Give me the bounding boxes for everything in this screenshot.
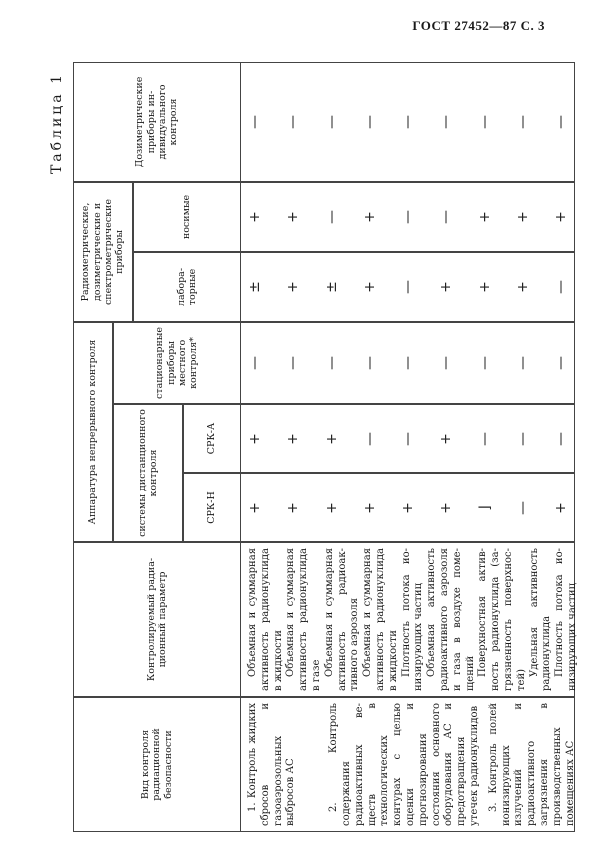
mark-row2-col4: + [285, 281, 302, 293]
mark-row3-col2: + [323, 433, 340, 445]
mark-row6-col6: — [438, 115, 455, 129]
mark-row8-col4: + [514, 281, 531, 293]
marks-layer [73, 62, 575, 832]
mark-row7-col4: + [476, 281, 493, 293]
header-srk-a: СРК-А [183, 404, 241, 473]
param-4: Объемная и суммарная активность радионуклида в жидкости [362, 548, 399, 691]
mark-row6-col4: + [438, 281, 455, 293]
mark-row8-col6: — [514, 115, 531, 129]
mark-row9-col6: — [553, 115, 569, 129]
mark-row2-col2: + [285, 433, 302, 445]
mark-row1-col1: + [247, 502, 263, 514]
mark-row8-col3: — [514, 356, 531, 370]
mark-row6-col5: — [438, 210, 455, 224]
mark-row9-col2: — [553, 432, 569, 446]
param-2: Объемная и суммарная активность радионуклида в газе [285, 548, 322, 691]
mark-row1-col4: ± [247, 281, 263, 293]
header-individual: Дозиметрические приборы индивидуального контроля [73, 62, 241, 182]
mark-row8-col2: — [514, 432, 531, 446]
kind-1: 1. Контроль жидких сбросов и газоаэрозольных выбросов АС [247, 703, 297, 826]
mark-row5-col4: — [400, 280, 416, 294]
header-portable: носимые [133, 182, 241, 252]
mark-row9-col4: — [553, 280, 569, 294]
header-radiometric: Радиометрические, дозиметрические и спектрометрические приборы [73, 182, 133, 322]
param-7: Поверхностная активность радионуклида (загрязненность поверхностей) [477, 548, 527, 691]
mark-row4-col5: + [361, 211, 378, 223]
mark-row5-col1: + [400, 502, 416, 514]
mark-row3-col3: — [323, 356, 340, 370]
rotated-table-area [45, 62, 578, 832]
param-5: Плотность потока ионизирующих частиц [400, 548, 425, 691]
mark-row7-col3: — [476, 356, 493, 370]
page-header: ГОСТ 27452—87 С. 3 [412, 18, 545, 33]
param-9: Плотность потока ионизирующих частиц [554, 548, 578, 691]
header-remote: системы дистанционного контроля [113, 404, 183, 542]
mark-row3-col1: + [323, 502, 340, 514]
mark-row5-col2: — [400, 432, 416, 446]
mark-row3-col4: ± [323, 281, 340, 293]
mark-row1-col2: + [247, 433, 263, 445]
param-8: Удельная активность радионуклида [528, 548, 553, 691]
header-stationary: стационарные приборы местного контроля* [113, 322, 241, 404]
mark-row9-col3: — [553, 356, 569, 370]
mark-row3-col5: — [323, 210, 340, 224]
mark-row1-col3: — [247, 356, 263, 370]
mark-row7-col6: — [476, 115, 493, 129]
mark-row2-col6: — [285, 115, 302, 129]
mark-row7-col2: — [476, 432, 493, 446]
mark-row2-col1: + [285, 502, 302, 514]
mark-row6-col1: + [438, 502, 455, 514]
mark-row6-col2: + [438, 433, 455, 445]
mark-row6-col3: — [438, 356, 455, 370]
mark-row5-col5: — [400, 210, 416, 224]
mark-row7-col1: ⌋ [476, 505, 493, 511]
mark-row2-col3: — [285, 356, 302, 370]
mark-row1-col5: + [247, 211, 263, 223]
mark-row5-col6: — [400, 115, 416, 129]
mark-row9-col1: + [553, 502, 569, 514]
mark-row1-col6: — [247, 115, 263, 129]
table-title: Таблица 1 [49, 72, 65, 175]
mark-row5-col3: — [400, 356, 416, 370]
header-kind: Вид контроля радиационной безопасности [73, 697, 241, 832]
mark-row3-col6: — [323, 115, 340, 129]
kind-2: 2. Контроль содержания радиоактивных веществ в технологических контурах с целью оценки и прогнозирования состояния основного оборудования АС и предотвращения утечек радионуклидов [328, 703, 480, 826]
mark-row4-col4: + [361, 281, 378, 293]
mark-row8-col1: — [514, 501, 531, 515]
header-lab: лабораторные [133, 252, 241, 322]
mark-row2-col5: + [285, 211, 302, 223]
header-continuous: Аппаратура непрерывного контроля [73, 322, 113, 542]
data-table [73, 62, 578, 832]
kind-3: 3. Контроль полей ионизирующих излучений и радиоактивного загрязнения в производственных помещениях АС [487, 703, 576, 826]
mark-row4-col1: + [361, 502, 378, 514]
mark-row7-col5: + [476, 211, 493, 223]
mark-row4-col6: — [361, 115, 378, 129]
param-3: Объемная и суммарная активность радиоактивного аэрозоля [323, 548, 361, 691]
param-1: Объемная и суммарная активность радионуклида в жидкости [247, 548, 284, 691]
mark-row4-col2: — [361, 432, 378, 446]
mark-row9-col5: + [553, 211, 569, 223]
mark-row8-col5: + [514, 211, 531, 223]
param-6: Объемная активность радиоактивного аэрозоля и газа в воздухе помещений [426, 548, 476, 691]
header-param: Контролируемый радиационный параметр [73, 542, 241, 697]
mark-row4-col3: — [361, 356, 378, 370]
header-srk-n: СРК-Н [183, 473, 241, 542]
